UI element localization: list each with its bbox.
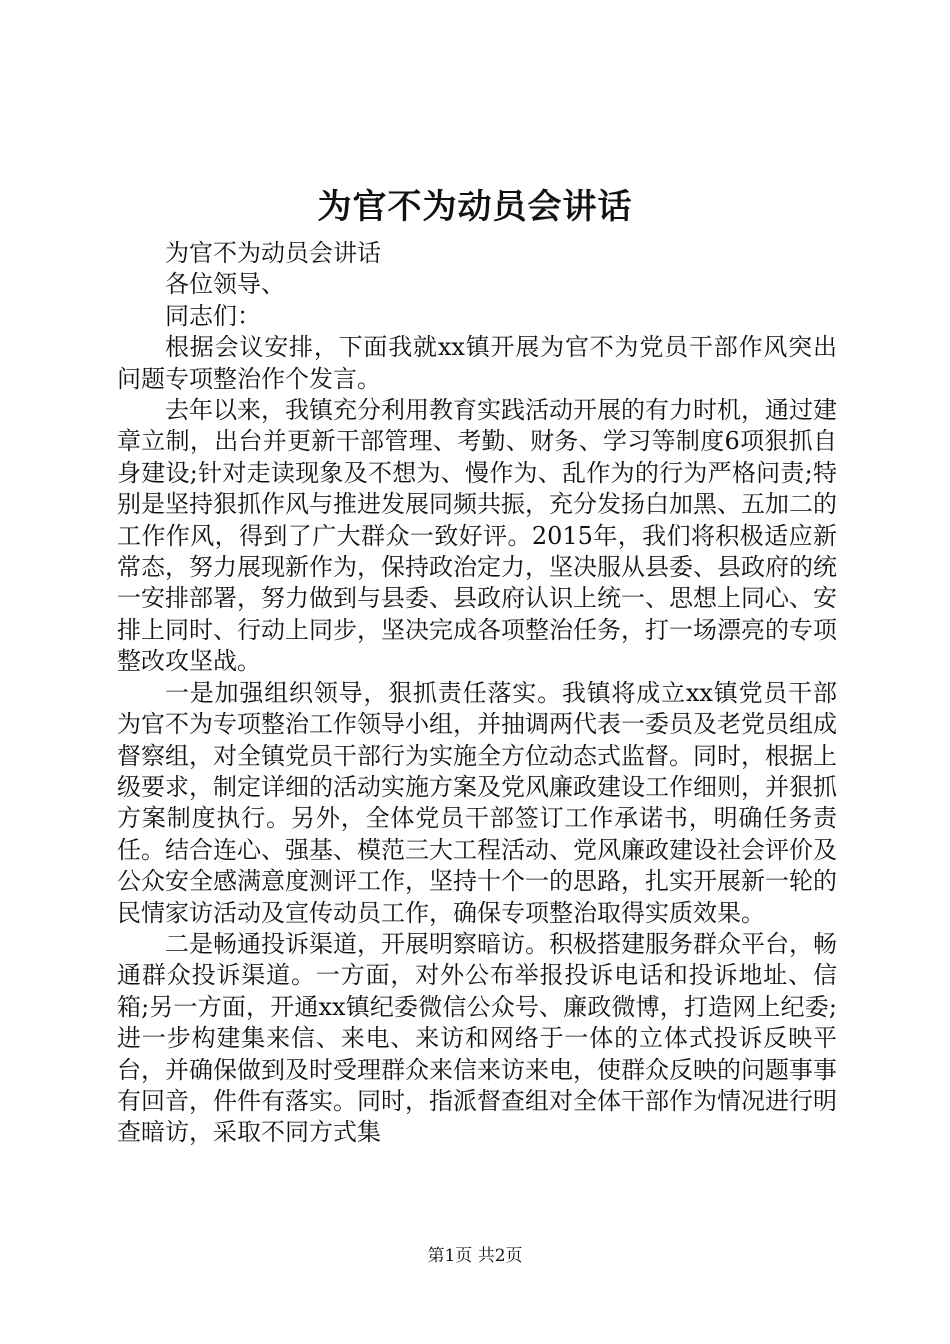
- body-paragraph: 根据会议安排，下面我就xx镇开展为官不为党员干部作风突出问题专项整治作个发言。: [117, 333, 837, 393]
- page-footer: 第1页 共2页: [427, 1246, 523, 1266]
- document-body: [117, 238, 837, 1149]
- body-paragraph: 二是畅通投诉渠道，开展明察暗访。积极搭建服务群众平台，畅通群众投诉渠道。一方面，对外公布举报投诉电话和投诉地址、信箱;另一方面，开通xx镇纪委微信公众号、廉政微博，打造网上纪委;进一步构建集来信、来电、来访和网络于一体的立体式投诉反映平台，并确保做到及时受理群众来信来访来电，使群众反映的问题事事有回音，件件有落实。同时，指派督查组对全体干部作为情况进行明查暗访，采取不同方式集: [117, 929, 837, 1147]
- body-paragraph: 各位领导、: [165, 270, 285, 299]
- document-title: 为官不为动员会讲话: [317, 187, 633, 227]
- body-paragraph: 同志们：: [165, 301, 261, 330]
- body-paragraph: 为官不为动员会讲话: [165, 239, 381, 267]
- body-paragraph: 去年以来，我镇充分利用教育实践活动开展的有力时机，通过建章立制，出台并更新干部管理、考勤、财务、学习等制度6项狠抓自身建设;针对走读现象及不想为、慢作为、乱作为的行为严格问责;特别是坚持狠抓作风与推进发展同频共振，充分发扬白加黑、五加二的工作作风，得到了广大群众一致好评。2015年，我们将积极适应新常态，努力展现新作为，保持政治定力，坚决服从县委、县政府的统一安排部署，努力做到与县委、县政府认识上统一、思想上同心、安排上同时、行动上同步，坚决完成各项整治任务，打一场漂亮的专项整改攻坚战。: [117, 396, 837, 676]
- body-paragraph: 一是加强组织领导，狠抓责任落实。我镇将成立xx镇党员干部为官不为专项整治工作领导小组，并抽调两代表一委员及老党员组成督察组，对全镇党员干部行为实施全方位动态式监督。同时，根据上级要求，制定详细的活动实施方案及党风廉政建设工作细则，并狠抓方案制度执行。另外，全体党员干部签订工作承诺书，明确任务责任。结合连心、强基、模范三大工程活动、党风廉政建设社会评价及公众安全感满意度测评工作，坚持十个一的思路，扎实开展新一轮的民情家访活动及宣传动员工作，确保专项整治取得实质效果。: [117, 678, 837, 927]
